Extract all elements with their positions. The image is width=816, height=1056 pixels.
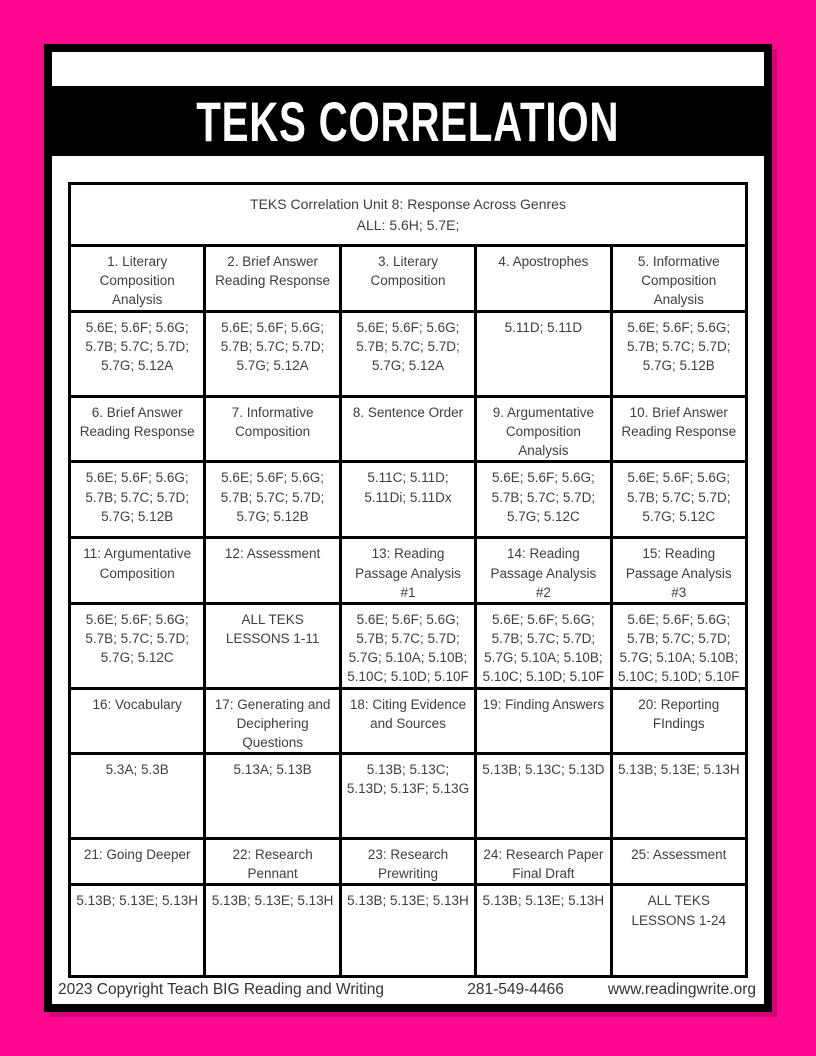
- teks-codes-cell: 5.11C; 5.11D; 5.11Di; 5.11Dx: [340, 462, 475, 538]
- phone-number: 281-549-4466: [467, 981, 564, 998]
- unit-title-line1: TEKS Correlation Unit 8: Response Across Genres: [250, 196, 566, 213]
- teks-codes-cell: 5.6E; 5.6F; 5.6G; 5.7B; 5.7C; 5.7D; 5.7G; 5.12C: [611, 462, 746, 538]
- teks-codes-cell: 5.6E; 5.6F; 5.6G; 5.7B; 5.7C; 5.7D; 5.7G; 5.12A: [340, 312, 475, 397]
- lesson-title-cell: 23: Research Prewriting: [340, 839, 475, 885]
- lesson-title-cell: 20: Reporting FIndings: [611, 688, 746, 753]
- lesson-title-cell: 3. Literary Composition: [340, 246, 475, 312]
- teks-codes-cell: 5.6E; 5.6F; 5.6G; 5.7B; 5.7C; 5.7D; 5.7G; 5.12B: [70, 462, 205, 538]
- lesson-title-cell: 18: Citing Evidence and Sources: [340, 688, 475, 753]
- teks-codes-cell: ALL TEKS LESSONS 1-24: [611, 885, 746, 977]
- teks-codes-row: [70, 754, 747, 839]
- lesson-title-cell: 12: Assessment: [205, 538, 340, 603]
- teks-codes-cell: 5.6E; 5.6F; 5.6G; 5.7B; 5.7C; 5.7D; 5.7G; 5.12C: [70, 603, 205, 688]
- teks-codes-cell: 5.13B; 5.13E; 5.13H: [611, 754, 746, 839]
- teks-codes-cell: 5.13B; 5.13E; 5.13H: [476, 885, 611, 977]
- teks-codes-cell: 5.13B; 5.13C; 5.13D; 5.13F; 5.13G: [340, 754, 475, 839]
- teks-codes-cell: 5.6E; 5.6F; 5.6G; 5.7B; 5.7C; 5.7D; 5.7G; 5.10A; 5.10B; 5.10C; 5.10D; 5.10F: [340, 603, 475, 688]
- teks-codes-cell: 5.6E; 5.6F; 5.6G; 5.7B; 5.7C; 5.7D; 5.7G; 5.10A; 5.10B; 5.10C; 5.10D; 5.10F: [476, 603, 611, 688]
- unit-header-row: [70, 184, 747, 246]
- lesson-title-cell: 1. Literary Composition Analysis: [70, 246, 205, 312]
- lesson-title-cell: 10. Brief Answer Reading Response: [611, 397, 746, 462]
- lesson-titles-row: [70, 538, 747, 603]
- unit-header-cell: [70, 184, 747, 246]
- teks-codes-row: [70, 312, 747, 397]
- lesson-titles-row: [70, 246, 747, 312]
- website-url: www.readingwrite.org: [607, 981, 756, 998]
- lesson-title-cell: 25: Assessment: [611, 839, 746, 885]
- teks-codes-cell: 5.6E; 5.6F; 5.6G; 5.7B; 5.7C; 5.7D; 5.7G; 5.12A: [205, 312, 340, 397]
- teks-codes-cell: ALL TEKS LESSONS 1-11: [205, 603, 340, 688]
- lesson-titles-row: [70, 688, 747, 753]
- page-title: TEKS CORRELATION: [196, 89, 620, 153]
- teks-codes-cell: 5.6E; 5.6F; 5.6G; 5.7B; 5.7C; 5.7D; 5.7G; 5.12C: [476, 462, 611, 538]
- lesson-title-cell: 4. Apostrophes: [476, 246, 611, 312]
- lesson-title-cell: 22: Research Pennant: [205, 839, 340, 885]
- lesson-title-cell: 7. Informative Composition: [205, 397, 340, 462]
- teks-codes-cell: 5.6E; 5.6F; 5.6G; 5.7B; 5.7C; 5.7D; 5.7G; 5.12A: [70, 312, 205, 397]
- copyright-text: 2023 Copyright Teach BIG Reading and Writing: [58, 981, 384, 998]
- teks-codes-row: [70, 462, 747, 538]
- lesson-title-cell: 16: Vocabulary: [70, 688, 205, 753]
- lesson-titles-row: [70, 397, 747, 462]
- teks-codes-cell: 5.6E; 5.6F; 5.6G; 5.7B; 5.7C; 5.7D; 5.7G; 5.10A; 5.10B; 5.10C; 5.10D; 5.10F: [611, 603, 746, 688]
- teks-codes-cell: 5.13B; 5.13E; 5.13H: [340, 885, 475, 977]
- teks-correlation-table: [68, 182, 748, 978]
- lesson-title-cell: 6. Brief Answer Reading Response: [70, 397, 205, 462]
- lesson-title-cell: 11: Argumentative Composition: [70, 538, 205, 603]
- lesson-title-cell: 24: Research Paper Final Draft: [476, 839, 611, 885]
- lesson-title-cell: 21: Going Deeper: [70, 839, 205, 885]
- teks-codes-cell: 5.3A; 5.3B: [70, 754, 205, 839]
- lesson-titles-row: [70, 839, 747, 885]
- lesson-title-cell: 14: Reading Passage Analysis #2: [476, 538, 611, 603]
- teks-codes-row: [70, 885, 747, 977]
- lesson-title-cell: 19: Finding Answers: [476, 688, 611, 753]
- lesson-title-cell: 9. Argumentative Composition Analysis: [476, 397, 611, 462]
- teks-codes-cell: 5.13B; 5.13E; 5.13H: [70, 885, 205, 977]
- teks-codes-cell: 5.11D; 5.11D: [476, 312, 611, 397]
- title-banner: [52, 86, 764, 156]
- teks-codes-cell: 5.13B; 5.13E; 5.13H: [205, 885, 340, 977]
- lesson-title-cell: 17: Generating and Deciphering Questions: [205, 688, 340, 753]
- teks-codes-cell: 5.6E; 5.6F; 5.6G; 5.7B; 5.7C; 5.7D; 5.7G; 5.12B: [205, 462, 340, 538]
- teks-codes-cell: 5.6E; 5.6F; 5.6G; 5.7B; 5.7C; 5.7D; 5.7G; 5.12B: [611, 312, 746, 397]
- teks-codes-cell: 5.13A; 5.13B: [205, 754, 340, 839]
- worksheet-page: [44, 44, 772, 1012]
- lesson-title-cell: 5. Informative Composition Analysis: [611, 246, 746, 312]
- lesson-title-cell: 8. Sentence Order: [340, 397, 475, 462]
- teks-codes-row: [70, 603, 747, 688]
- lesson-title-cell: 2. Brief Answer Reading Response: [205, 246, 340, 312]
- teks-codes-cell: 5.13B; 5.13C; 5.13D: [476, 754, 611, 839]
- unit-title-line2: ALL: 5.6H; 5.7E;: [356, 216, 460, 233]
- page-footer: [58, 981, 756, 999]
- lesson-title-cell: 13: Reading Passage Analysis #1: [340, 538, 475, 603]
- lesson-title-cell: 15: Reading Passage Analysis #3: [611, 538, 746, 603]
